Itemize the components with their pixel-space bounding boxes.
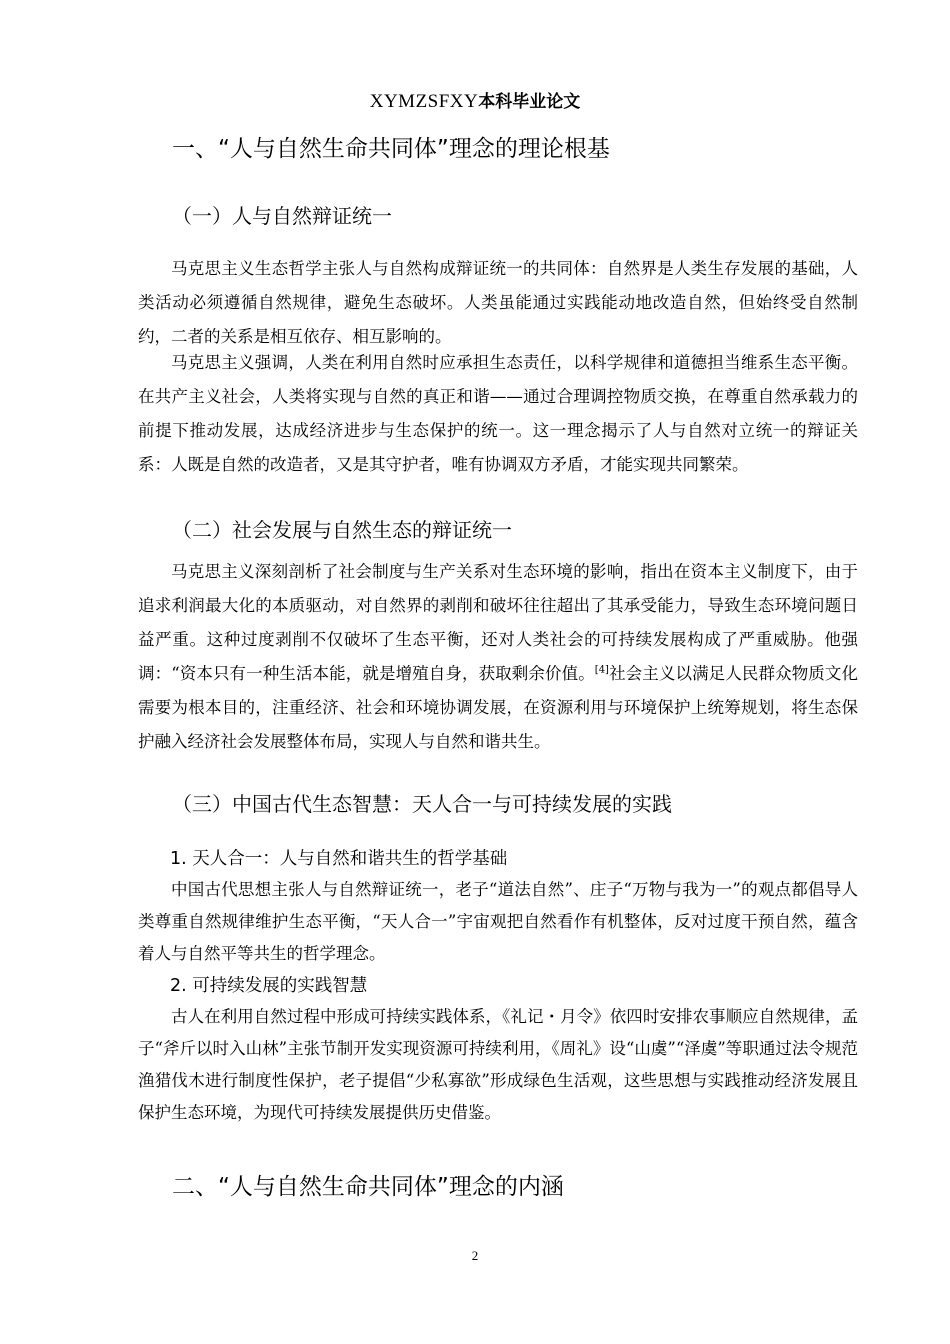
section-1-3-2-paragraph-1: 古人在利用自然过程中形成可持续实践体系，《礼记・月令》依四时安排农事顺应自然规律，孟子“斧斤以时入山林”主张节制开发实现资源可持续利用，《周礼》设“山虞”“泽虞”等职通过法令规范渔猎伐木进行制度性保护，老子提倡“少私寡欲”形成绿色生活观，这些思想与实践推动经济发展且保护生态环境，为现代可持续发展提供历史借鉴。 bbox=[138, 1007, 858, 1122]
section-1-1-paragraph-1: 马克思主义生态哲学主张人与自然构成辩证统一的共同体：自然界是人类生存发展的基础，人类活动必须遵循自然规律，避免生态破坏。人类虽能通过实践能动地改造自然，但始终受自然制约，二者的关系是相互依存、相互影响的。 bbox=[138, 259, 858, 346]
page-number: 2 bbox=[471, 1248, 479, 1263]
section-2-heading: 二、“人与自然生命共同体”理念的内涵 bbox=[172, 1174, 564, 1200]
section-1-1-heading: （一）人与自然辩证统一 bbox=[172, 204, 392, 228]
section-1-3-1-heading: 1. 天人合一：人与自然和谐共生的哲学基础 bbox=[170, 849, 508, 869]
section-1-2-text-after-citation: 社会主义以满足人民群众物质文化需要为根本目的，注重经济、社会和环境协调发展，在资源利用与环境保护上统筹规划，将生态保护融入经济社会发展整体布局，实现人与自然和谐共生。 bbox=[138, 664, 859, 751]
header-code: XYMZSFXY bbox=[369, 91, 479, 112]
section-1-3-1-paragraph-1: 中国古代思想主张人与自然辩证统一，老子“道法自然”、庄子“万物与我为一”的观点都倡导人类尊重自然规律维护生态平衡，“天人合一”宇宙观把自然看作有机整体，反对过度干预自然，蕴含着人与自然平等共生的哲学理念。 bbox=[138, 880, 858, 963]
section-1-2-heading: （二）社会发展与自然生态的辩证统一 bbox=[172, 518, 512, 542]
section-1-heading: 一、“人与自然生命共同体”理念的理论根基 bbox=[172, 136, 610, 162]
section-1-3-2-heading: 2. 可持续发展的实践智慧 bbox=[170, 976, 368, 996]
section-1-2-text-before-citation: 马克思主义深刻剖析了社会制度与生产关系对生态环境的影响，指出在资本主义制度下，由于追求利润最大化的本质驱动，对自然界的剥削和破坏往往超出了其承受能力，导致生态环境问题日益严重。这种过度剥削不仅破坏了生态平衡，还对人类社会的可持续发展构成了严重威胁。他强调：“资本只有一种生活本能，就是增殖自身，获取剩余价值。 bbox=[138, 562, 858, 683]
citation-marker: [4] bbox=[594, 664, 609, 676]
section-1-1-paragraph-2: 马克思主义强调，人类在利用自然时应承担生态责任，以科学规律和道德担当维系生态平衡。在共产主义社会，人类将实现与自然的真正和谐——通过合理调控物质交换，在尊重自然承载力的前提下推动发展，达成经济进步与生态保护的统一。这一理念揭示了人与自然对立统一的辩证关系：人既是自然的改造者，又是其守护者，唯有协调双方矛盾，才能实现共同繁荣。 bbox=[138, 353, 858, 474]
page-header bbox=[0, 88, 950, 115]
section-1-3-heading: （三）中国古代生态智慧：天人合一与可持续发展的实践 bbox=[172, 792, 672, 816]
header-label: 本科毕业论文 bbox=[478, 92, 581, 112]
section-1-2-paragraph-1 bbox=[138, 555, 858, 759]
